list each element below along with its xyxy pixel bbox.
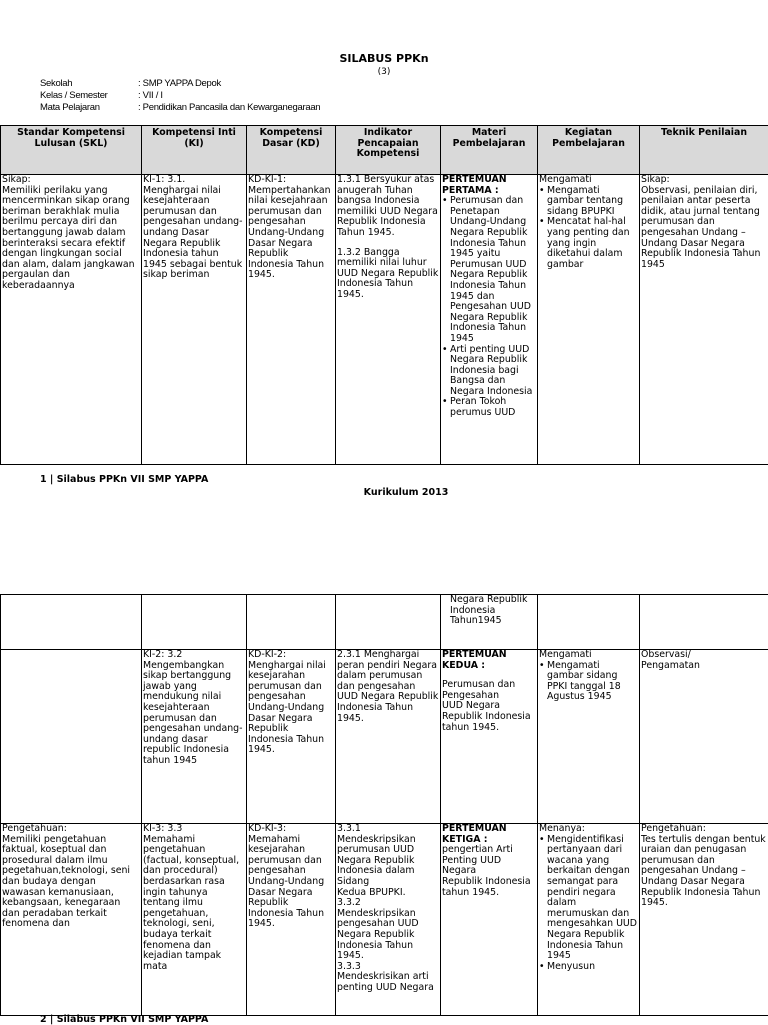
indikator-1-3-1: 1.3.1 Bersyukur atas anugerah Tuhan bangsa Indonesia memiliki UUD Negara Republik Indonesia Tahun 1945. xyxy=(337,175,439,239)
kegiatan-item: • Mengamati gambar sidang PPKI tanggal 18 Agustus 1945 xyxy=(547,661,638,703)
cell-empty xyxy=(247,595,336,650)
cell-skl: Sikap: Memiliki perilaku yang mencerminkan sikap orang beriman berakhlak mulia berilmu percaya diri dan bertanggung jawab dalam berinteraksi secara efektif dengan lingkungan social dan alam, dalam jangkawan pergaulan dan keberadaannya xyxy=(1,175,142,465)
cell-materi xyxy=(441,175,538,465)
kegiatan-item: • Mencatat hal-hal yang penting dan yang ingin diketahui dalam gambar xyxy=(547,217,638,270)
info-value-subject: : Pendidikan Pancasila dan Kewarganegaraan xyxy=(138,102,320,113)
cell-ki: KI-1: 3.1. Menghargai nilai kesejahteraan perumusan dan pengesahan undang-undang Dasar Negara Republik Indonesia tahun 1945 sebagai bentuk sikap beriman xyxy=(142,175,247,465)
materi-item: • Perumusan dan Penetapan Undang-Undang Negara Republik Indonesia Tahun 1945 yaitu Perumusan UUD Negara Republik Indonesia Tahun 1945 dan Pengesahan UUD Negara Republik Indonesia Tahun 1945 xyxy=(450,196,536,344)
cell-kd: KD-KI-1: Mempertahankan nilai kesejahraan perumusan dan pengesahan Undang-Undang Dasar Negara Republik Indonesia Tahun 1945. xyxy=(247,175,336,465)
column-header-teknik: Teknik Penilaian xyxy=(640,126,768,175)
cell-empty xyxy=(640,595,768,650)
page-header-kurikulum: Kurikulum 2013 xyxy=(0,487,768,498)
cell-teknik: Observasi/ Pengamatan xyxy=(640,650,768,824)
cell-teknik: Pengetahuan: Tes tertulis dengan bentuk uraian dan penugasan perumusan dan pengesahan Undang – Undang Dasar Negara Republik Indonesia Tahun 1945. xyxy=(640,824,768,1016)
cell-indikator xyxy=(336,175,441,465)
column-header-materi: Materi Pembelajaran xyxy=(441,126,538,175)
column-header-indikator: Indikator Pencapaian Kompetensi xyxy=(336,126,441,175)
column-header-kegiatan: Kegiatan Pembelajaran xyxy=(538,126,640,175)
table-header-row xyxy=(1,126,768,175)
syllabus-table-page-2 xyxy=(0,594,768,1016)
kegiatan-item: • Mengamati gambar tentang sidang BPUPKI xyxy=(547,186,638,218)
document-title: SILABUS PPKn xyxy=(0,52,768,65)
table-row xyxy=(1,650,768,824)
cell-skl: Pengetahuan: Memiliki pengetahuan faktual, koseptual dan prosedural dalam ilmu pegetahuan,teknologi, seni dan budaya dengan wawasan kemanusiaan, kebangsaan, kenegaraan dan peradaban terkait fenomena dan xyxy=(1,824,142,1016)
cell-empty xyxy=(336,595,441,650)
cell-materi-continued: Negara Republik Indonesia Tahun1945 xyxy=(441,595,538,650)
cell-indikator: 3.3.1 Mendeskripsikan perumusan UUD Negara Republik Indonesia dalam Sidang Kedua BPUPKI. 3.3.2 Mendeskripsikan pengesahan UUD Negara Republik Indonesia Tahun 1945. 3.3.3 Mendeskrisikan arti penting UUD Negara xyxy=(336,824,441,1016)
cell-kegiatan xyxy=(538,824,640,1016)
info-label-school: Sekolah xyxy=(40,78,72,89)
cell-teknik: Sikap: Observasi, penilaian diri, penilaian antar peserta didik, atau jurnal tentang perumusan dan pengesahan Undang – Undang Dasar Negara Republik Indonesia Tahun 1945 xyxy=(640,175,768,465)
cell-ki: KI-3: 3.3 Memahami pengetahuan (factual, konseptual, dan procedural) berdasarkan rasa ingin tahunya tentang ilmu pengetahuan, teknologi, seni, budaya terkait fenomena dan kejadian tampak mata xyxy=(142,824,247,1016)
materi-heading: PERTEMUAN KEDUA : xyxy=(442,650,507,671)
cell-kegiatan xyxy=(538,175,640,465)
cell-kegiatan xyxy=(538,650,640,824)
page-footer-1: 1 | Silabus PPKn VII SMP YAPPA xyxy=(40,474,208,485)
info-value-class: : VII / I xyxy=(138,90,163,101)
info-label-class: Kelas / Semester xyxy=(40,90,108,101)
school-info xyxy=(0,78,768,118)
materi-item: • Peran Tokoh perumus UUD xyxy=(450,397,536,418)
kegiatan-heading: Mengamati xyxy=(539,650,638,661)
cell-skl-empty xyxy=(1,650,142,824)
cell-ki: KI-2: 3.2 Mengembangkan sikap bertanggung jawab yang mendukung nilai kesejahteraan perumusan dan pengesahan undang-undang dasar republic Indonesia tahun 1945 xyxy=(142,650,247,824)
cell-kd: KD-KI-3: Memahami kesejarahan perumusan dan pengesahan Undang-Undang Dasar Negara Republik Indonesia Tahun 1945. xyxy=(247,824,336,1016)
kegiatan-item: • Menyusun xyxy=(547,962,638,973)
kegiatan-item: • Mengidentifikasi pertanyaan dari wacana yang berkaitan dengan semangat para pendiri negara dalam merumuskan dan mengesahkan UUD Negara Republik Indonesia Tahun 1945 xyxy=(547,835,638,962)
kegiatan-heading: Mengamati xyxy=(539,175,638,186)
kegiatan-heading: Menanya: xyxy=(539,824,638,835)
materi-item: • Arti penting UUD Negara Republik Indonesia bagi Bangsa dan Negara Indonesia xyxy=(450,345,536,398)
cell-empty xyxy=(142,595,247,650)
syllabus-table-page-1 xyxy=(0,125,768,465)
table-row-continued xyxy=(1,595,768,650)
table-row xyxy=(1,824,768,1016)
indikator-1-3-2: 1.3.2 Bangga memiliki nilai luhur UUD Negara Republik Indonesia Tahun 1945. xyxy=(337,248,439,301)
cell-empty xyxy=(538,595,640,650)
column-header-ki: Kompetensi Inti (KI) xyxy=(142,126,247,175)
cell-kd: KD-KI-2: Menghargai nilai kesejarahan perumusan dan pengesahan Undang-Undang Dasar Negara Republik Indonesia Tahun 1945. xyxy=(247,650,336,824)
info-label-subject: Mata Pelajaran xyxy=(40,102,100,113)
materi-body: pengertian Arti Penting UUD Negara Republik Indonesia tahun 1945. xyxy=(442,845,536,898)
page-footer-2: 2 | Silabus PPKn VII SMP YAPPA xyxy=(40,1014,208,1025)
cell-materi xyxy=(441,650,538,824)
cell-empty xyxy=(1,595,142,650)
materi-heading: PERTEMUAN PERTAMA : xyxy=(442,175,507,196)
cell-materi xyxy=(441,824,538,1016)
column-header-kd: Kompetensi Dasar (KD) xyxy=(247,126,336,175)
table-row xyxy=(1,175,768,465)
cell-indikator: 2.3.1 Menghargai peran pendiri Negara dalam perumusan dan pengesahan UUD Negara Republik Indonesia Tahun 1945. xyxy=(336,650,441,824)
column-header-skl: Standar Kompetensi Lulusan (SKL) xyxy=(1,126,142,175)
materi-heading: PERTEMUAN KETIGA : xyxy=(442,824,507,845)
info-value-school: : SMP YAPPA Depok xyxy=(138,78,221,89)
materi-body: Perumusan dan Pengesahan UUD Negara Republik Indonesia tahun 1945. xyxy=(442,680,536,733)
document-subtitle: (3) xyxy=(0,67,768,77)
